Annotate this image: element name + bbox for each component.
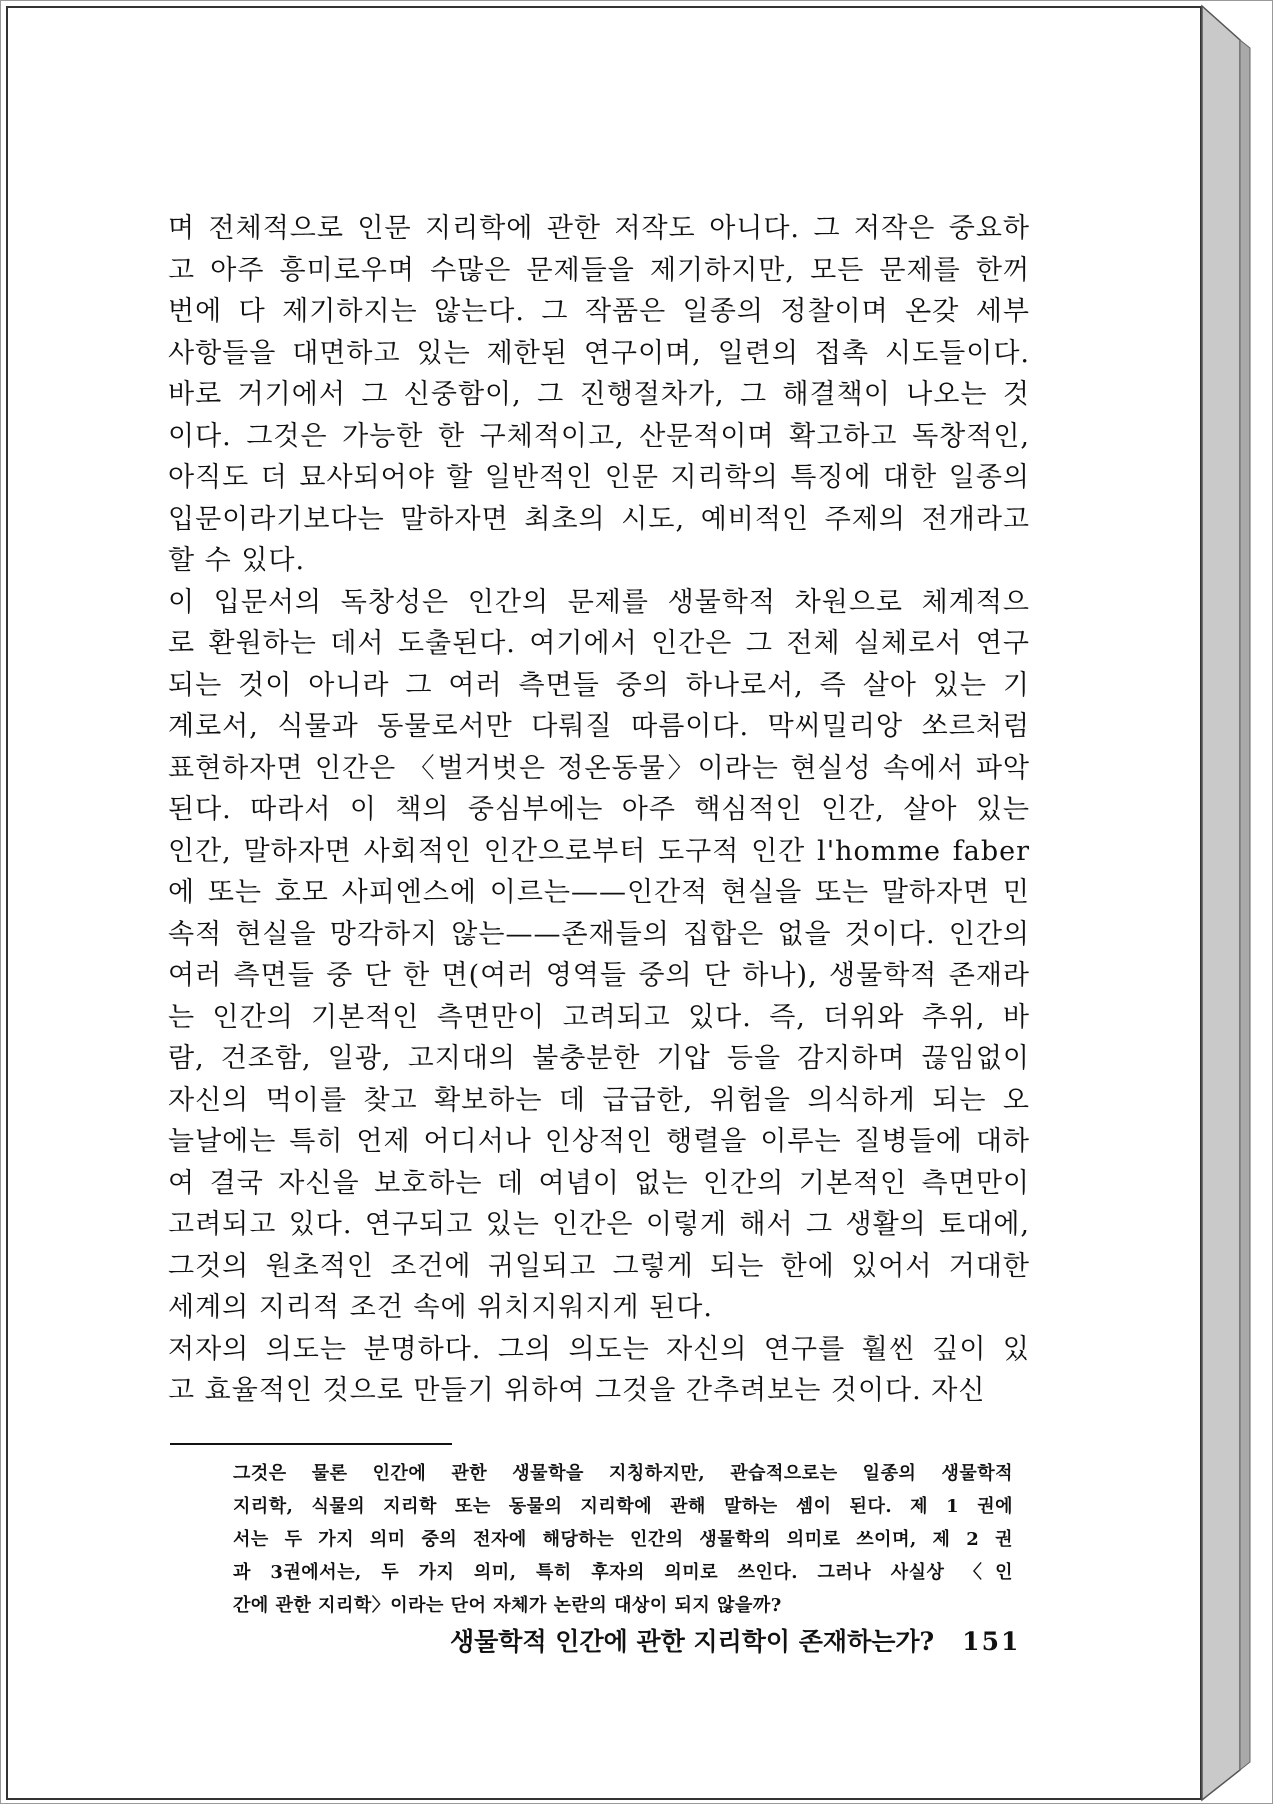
footnote-line: 과 3권에서는, 두 가지 의미, 특히 후자의 의미로 쓰인다. 그러나 사실상 〈인 xyxy=(233,1562,1013,1583)
body-text xyxy=(168,208,1030,1412)
body-line: 로 환원하는 데서 도출된다. 여기에서 인간은 그 전체 실체로서 연구 xyxy=(168,628,1030,659)
running-footer xyxy=(450,1622,1021,1658)
body-line: 번에 다 제기하지는 않는다. 그 작품은 일종의 정찰이며 온갖 세부 xyxy=(168,296,1030,327)
body-line: 사항들을 대면하고 있는 제한된 연구이며, 일련의 접촉 시도들이다. xyxy=(168,337,1030,369)
body-line: 저자의 의도는 분명하다. 그의 의도는 자신의 연구를 훨씬 깊이 있 xyxy=(168,1333,1030,1365)
body-line: 여러 측면들 중 단 한 면(여러 영역들 중의 단 하나), 생물학적 존재라 xyxy=(168,960,1030,991)
body-line: 고 아주 흥미로우며 수많은 문제들을 제기하지만, 모든 문제를 한꺼 xyxy=(168,254,1030,286)
body-line: 된다. 따라서 이 책의 중심부에는 아주 핵심적인 인간, 살아 있는 xyxy=(168,794,1030,825)
body-line: 인간, 말하자면 사회적인 인간으로부터 도구적 인간 l'homme faber xyxy=(168,835,1030,867)
body-line: 는 인간의 기본적인 측면만이 고려되고 있다. 즉, 더위와 추위, 바 xyxy=(168,1001,1030,1033)
body-line: 늘날에는 특히 언제 어디서나 인상적인 행렬을 이루는 질병들에 대하 xyxy=(168,1126,1030,1157)
body-line: 며 전체적으로 인문 지리학에 관한 저작도 아니다. 그 저작은 중요하 xyxy=(168,213,1030,244)
footnote-line: 지리학, 식물의 지리학 또는 동물의 지리학에 관해 말하는 셈이 된다. 제 1 권에 xyxy=(233,1496,1013,1517)
footnote-line: 서는 두 가지 의미 중의 전자에 해당하는 인간의 생물학의 의미로 쓰이며, 제 2 권 xyxy=(233,1529,1013,1550)
footnote xyxy=(233,1457,1013,1622)
body-line: 아직도 더 묘사되어야 할 일반적인 인문 지리학의 특징에 대한 일종의 xyxy=(168,462,1030,493)
body-line: 할 수 있다. xyxy=(168,545,306,576)
body-line: 이다. 그것은 가능한 한 구체적이고, 산문적이며 확고하고 독창적인, xyxy=(168,420,1030,452)
body-line: 고려되고 있다. 연구되고 있는 인간은 이렇게 해서 그 생활의 토대에, xyxy=(168,1209,1030,1240)
body-line: 되는 것이 아니라 그 여러 측면들 중의 하나로서, 즉 살아 있는 기 xyxy=(168,669,1030,701)
body-line: 그것의 원초적인 조건에 귀일되고 그렇게 되는 한에 있어서 거대한 xyxy=(168,1250,1030,1282)
footnote-line: 간에 관한 지리학〉이라는 단어 자체가 논란의 대상이 되지 않을까? xyxy=(233,1595,782,1616)
footnote-line: 그것은 물론 인간에 관한 생물학을 지칭하지만, 관습적으로는 일종의 생물학적 xyxy=(233,1463,1013,1484)
body-line: 입문이라기보다는 말하자면 최초의 시도, 예비적인 주제의 전개라고 xyxy=(168,503,1030,535)
body-line: 이 입문서의 독창성은 인간의 문제를 생물학적 차원으로 체계적으 xyxy=(168,586,1030,618)
body-line: 속적 현실을 망각하지 않는——존재들의 집합은 없을 것이다. 인간의 xyxy=(168,918,1030,950)
body-line: 세계의 지리적 조건 속에 위치지워지게 된다. xyxy=(168,1292,713,1323)
footnote-rule xyxy=(170,1443,452,1445)
body-line: 에 또는 호모 사피엔스에 이르는——인간적 현실을 또는 말하자면 민 xyxy=(168,877,1030,908)
body-line: 표현하자면 인간은 〈벌거벗은 정온동물〉이라는 현실성 속에서 파악 xyxy=(168,752,1030,784)
body-line: 고 효율적인 것으로 만들기 위하여 그것을 간추려보는 것이다. 자신 xyxy=(168,1375,986,1406)
page-number: 151 xyxy=(962,1627,1021,1656)
body-line: 람, 건조함, 일광, 고지대의 불충분한 기압 등을 감지하며 끊임없이 xyxy=(168,1043,1030,1074)
body-line: 계로서, 식물과 동물로서만 다뤄질 따름이다. 막씨밀리앙 쏘르처럼 xyxy=(168,711,1030,742)
body-line: 바로 거기에서 그 신중함이, 그 진행절차가, 그 해결책이 나오는 것 xyxy=(168,379,1030,410)
body-line: 여 결국 자신을 보호하는 데 여념이 없는 인간의 기본적인 측면만이 xyxy=(168,1167,1030,1199)
body-line: 자신의 먹이를 찾고 확보하는 데 급급한, 위험을 의식하게 되는 오 xyxy=(168,1084,1030,1116)
running-title: 생물학적 인간에 관한 지리학이 존재하는가? xyxy=(450,1627,935,1656)
